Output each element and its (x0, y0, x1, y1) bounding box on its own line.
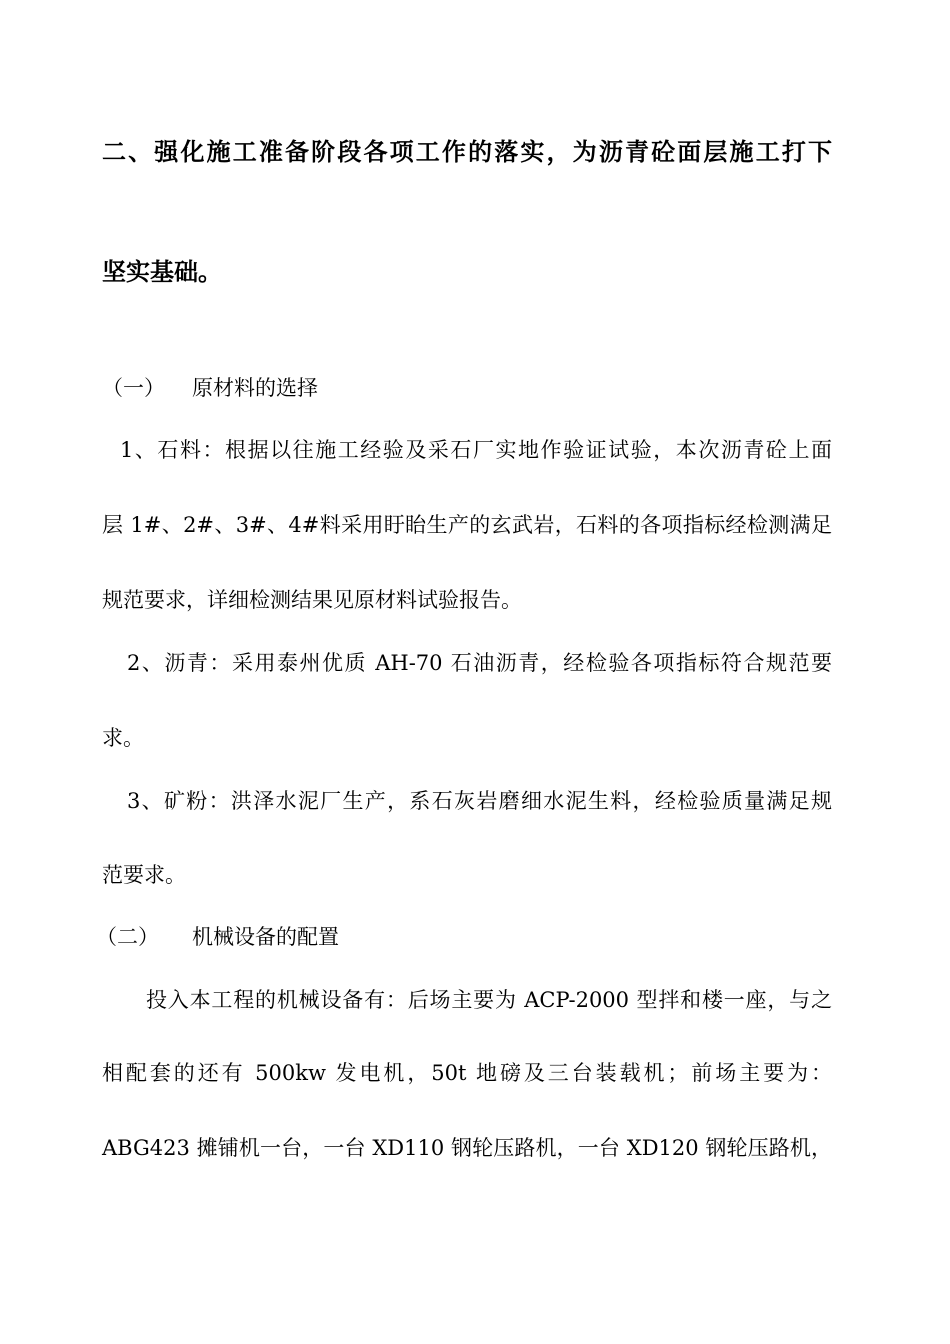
section-1-title: 原材料的选择 (192, 376, 318, 400)
heading-line-1: 二、强化施工准备阶段各项工作的落实，为沥青砼面层施工打下 (102, 138, 832, 166)
item-1-line-3: 规范要求，详细检测结果见原材料试验报告。 (102, 588, 522, 612)
item-3-line-1: 3、矿粉：洪泽水泥厂生产，系石灰岩磨细水泥生料，经检验质量满足规 (127, 789, 832, 813)
heading-line-2: 坚实基础。 (102, 258, 222, 286)
equipment-line-2: 相配套的还有 500kw 发电机，50t 地磅及三台装载机；前场主要为： (102, 1061, 832, 1085)
item-2-line-1: 2、沥青：采用泰州优质 AH-70 石油沥青，经检验各项指标符合规范要 (127, 651, 832, 675)
item-1-line-2: 层 1#、2#、3#、4#料采用盱眙生产的玄武岩，石料的各项指标经检测满足 (102, 513, 832, 537)
section-2-number: （二） (96, 925, 159, 949)
item-1-line-1: 1、石料：根据以往施工经验及采石厂实地作验证试验，本次沥青砼上面 (120, 438, 832, 462)
equipment-line-1: 投入本工程的机械设备有：后场主要为 ACP-2000 型拌和楼一座，与之 (146, 988, 832, 1012)
section-1-number: （一） (102, 376, 165, 400)
section-2-title: 机械设备的配置 (192, 925, 339, 949)
item-2-line-2: 求。 (102, 726, 144, 750)
item-3-line-2: 范要求。 (102, 863, 186, 887)
equipment-line-3: ABG423 摊铺机一台，一台 XD110 钢轮压路机，一台 XD120 钢轮压路机， (102, 1136, 832, 1160)
